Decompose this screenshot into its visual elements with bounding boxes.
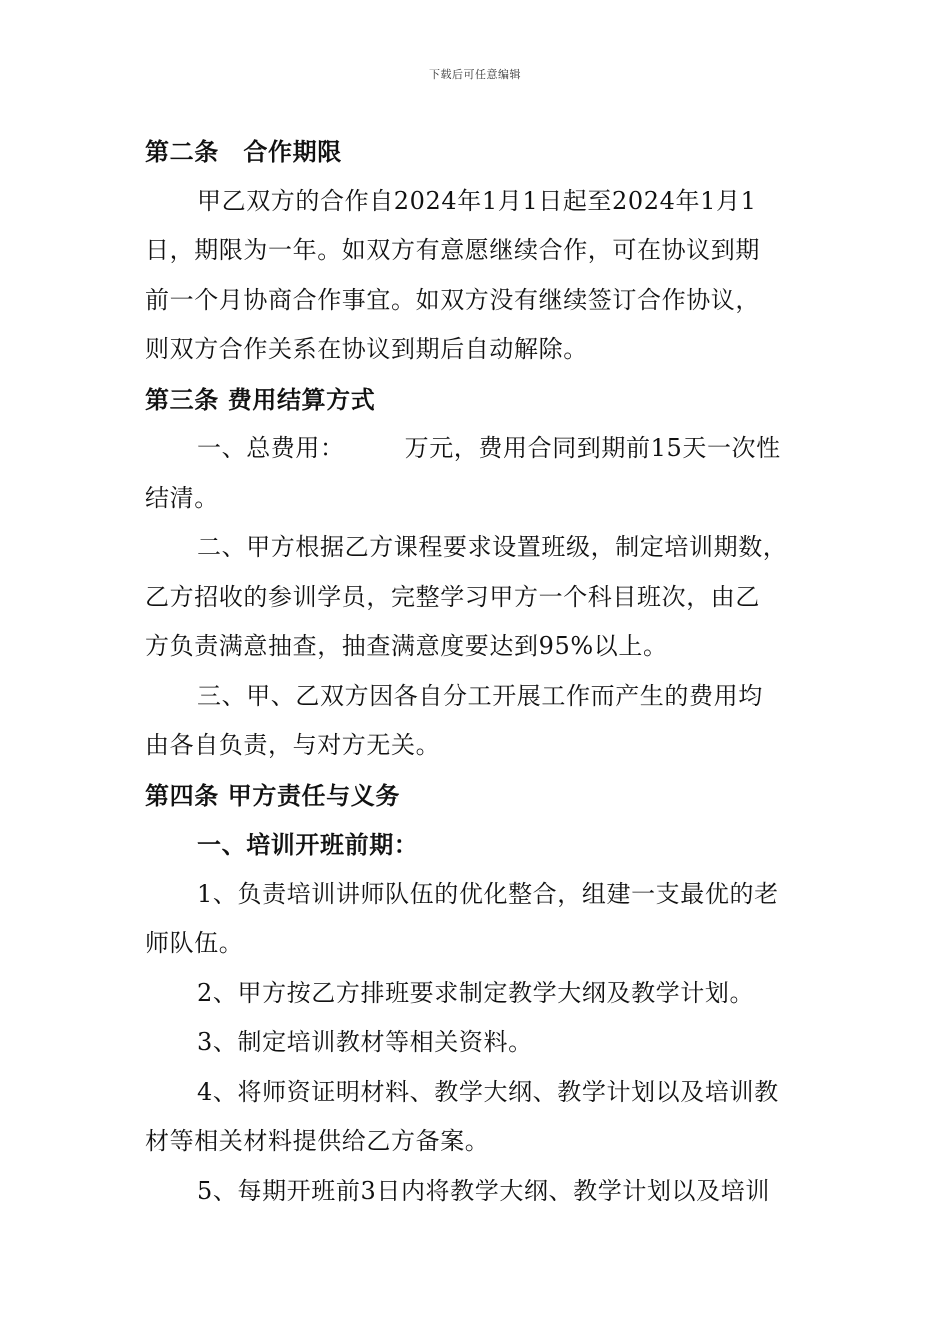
paragraph-line: 三、甲、乙双方因各自分工开展工作而产生的费用均 [197,681,763,710]
paragraph-line: 材等相关材料提供给乙方备案。 [145,1127,490,1155]
article-4-heading: 第四条 甲方责任与义务 [145,780,400,810]
paragraph-line: 2、甲方按乙方排班要求制定教学大纲及教学计划。 [197,978,755,1007]
paragraph-line: 甲乙双方的合作自2024年1月1日起至2024年1月1 [197,186,757,215]
paragraph-line: 前一个月协商合作事宜。如双方没有继续签订合作协议， [145,285,760,314]
paragraph-line: 乙方招收的参训学员，完整学习甲方一个科目班次，由乙 [145,582,760,611]
paragraph-line: 4、将师资证明材料、教学大纲、教学计划以及培训教 [197,1077,779,1106]
subsection-heading: 一、培训开班前期： [197,830,419,859]
paragraph-line: 5、每期开班前3日内将教学大纲、教学计划以及培训 [197,1176,770,1205]
paragraph-line: 师队伍。 [145,929,244,957]
paragraph-line: 二、甲方根据乙方课程要求设置班级，制定培训期数， [197,533,788,561]
paragraph-line: 日，期限为一年。如双方有意愿继续合作，可在协议到期 [145,236,760,264]
header-note: 下载后可任意编辑 [429,68,521,81]
paragraph-line: 1、负责培训讲师队伍的优化整合，组建一支最优的老 [197,879,779,908]
document-body [145,127,810,1216]
total-fee-label: 一、总费用： [197,434,345,462]
paragraph-line: 则双方合作关系在协议到期后自动解除。 [145,335,588,363]
article-2-heading: 第二条 合作期限 [145,137,342,166]
total-fee-text: 万元，费用合同到期前15天一次性 [404,434,781,462]
paragraph-line [145,424,810,474]
paragraph-line: 3、制定培训教材等相关资料。 [197,1028,533,1056]
paragraph-line: 结清。 [145,483,219,512]
article-3-heading: 第三条 费用结算方式 [145,384,376,414]
paragraph-line: 由各自负责，与对方无关。 [145,731,441,759]
paragraph-line: 方负责满意抽查，抽查满意度要达到95%以上。 [145,632,668,660]
